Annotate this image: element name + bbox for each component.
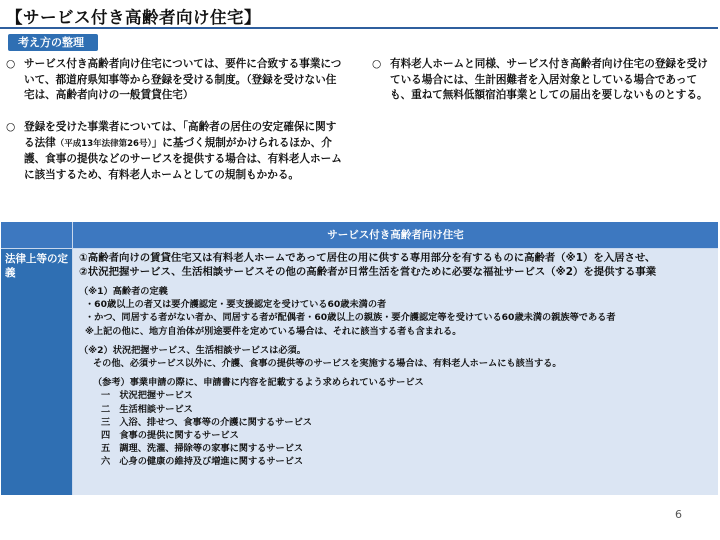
law-number: （平成13年法律第26号）	[55, 138, 152, 149]
definition-line-1: ①高齢者向けの賃貸住宅又は有料老人ホームであって居住の用に供する専用部分を有するものに高齢者（※1）を入居させ、	[79, 252, 656, 264]
title-divider	[0, 27, 718, 29]
bullet-text-b: 」に基づく規制がかけられるほか、介護、食事の提供などのサービスを提供する場合は、有料老人ホームに該当するため、有料老人ホームとしての規制もかかる。	[24, 136, 342, 181]
reference-title: （参考）事業申請の際に、申請書に内容を記載するよう求められているサービス	[93, 377, 424, 389]
note2-text: その他、必須サービス以外に、介護、食事の提供等のサービスを実施する場合は、有料老人ホームにも該当する。	[93, 358, 562, 370]
definition-cell	[73, 249, 718, 495]
note2-title: （※2）状況把握サービス、生活相談サービスは必須。	[79, 344, 306, 356]
definition-line-2: ②状況把握サービス、生活相談サービスその他の高齢者が日常生活を営むために必要な福祉サービス（※2）を提供する事業	[79, 266, 657, 278]
bullet-mark: ○	[6, 58, 16, 70]
bullet-notification	[372, 57, 712, 104]
bullet-registration	[6, 57, 346, 104]
bullet-text-a: 登録を受けた事業者については、「高齢者の居住の安定確保に関する法律	[24, 121, 337, 149]
reference-item: 四 食事の提供に関するサービス	[101, 430, 239, 442]
reference-item: 二 生活相談サービス	[101, 403, 193, 415]
note1-item: ・60歳以上の者又は要介護認定・要支援認定を受けている60歳未満の者	[85, 299, 387, 311]
reference-item: 五 調理、洗濯、掃除等の家事に関するサービス	[101, 443, 304, 455]
definition-table	[0, 221, 719, 496]
reference-item: 三 入浴、排せつ、食事等の介護に関するサービス	[101, 416, 312, 428]
section-tag: 考え方の整理	[8, 34, 98, 51]
note1-title: （※1）高齢者の定義	[79, 286, 168, 297]
note1-item: ※上記の他に、地方自治体が別途要件を定めている場合は、それに該当する者も含まれる。	[85, 325, 462, 337]
page-title: 【サービス付き高齢者向け住宅】	[6, 8, 261, 27]
reference-item: 一 状況把握サービス	[101, 390, 193, 402]
bullet-mark: ○	[372, 58, 382, 70]
table-header-corner	[1, 222, 72, 248]
bullet-mark: ○	[6, 121, 16, 133]
bullet-text	[24, 120, 346, 183]
bullet-text: サービス付き高齢者向け住宅については、要件に合致する事業について、都道府県知事等から登録を受ける制度。（登録を受けない住宅は、高齢者向けの一般賃貸住宅）	[24, 58, 342, 101]
page-number: 6	[675, 508, 682, 521]
bullet-regulation	[6, 120, 346, 183]
note1-item: ・かつ、同居する者がない者か、同居する者が配偶者・60歳以上の親族・要介護認定等を受けている60歳未満の親族等である者	[85, 312, 616, 324]
reference-item: 六 心身の健康の維持及び増進に関するサービス	[101, 456, 304, 468]
bullet-text: 有料老人ホームと同様、サービス付き高齢者向け住宅の登録を受けている場合には、生計困難者を入居対象としている場合であっても、重ねて無料低額宿泊事業としての届出を要しないものとする。	[390, 58, 708, 101]
table-header: サービス付き高齢者向け住宅	[73, 222, 718, 248]
row-label: 法律上等の定義	[1, 249, 72, 495]
